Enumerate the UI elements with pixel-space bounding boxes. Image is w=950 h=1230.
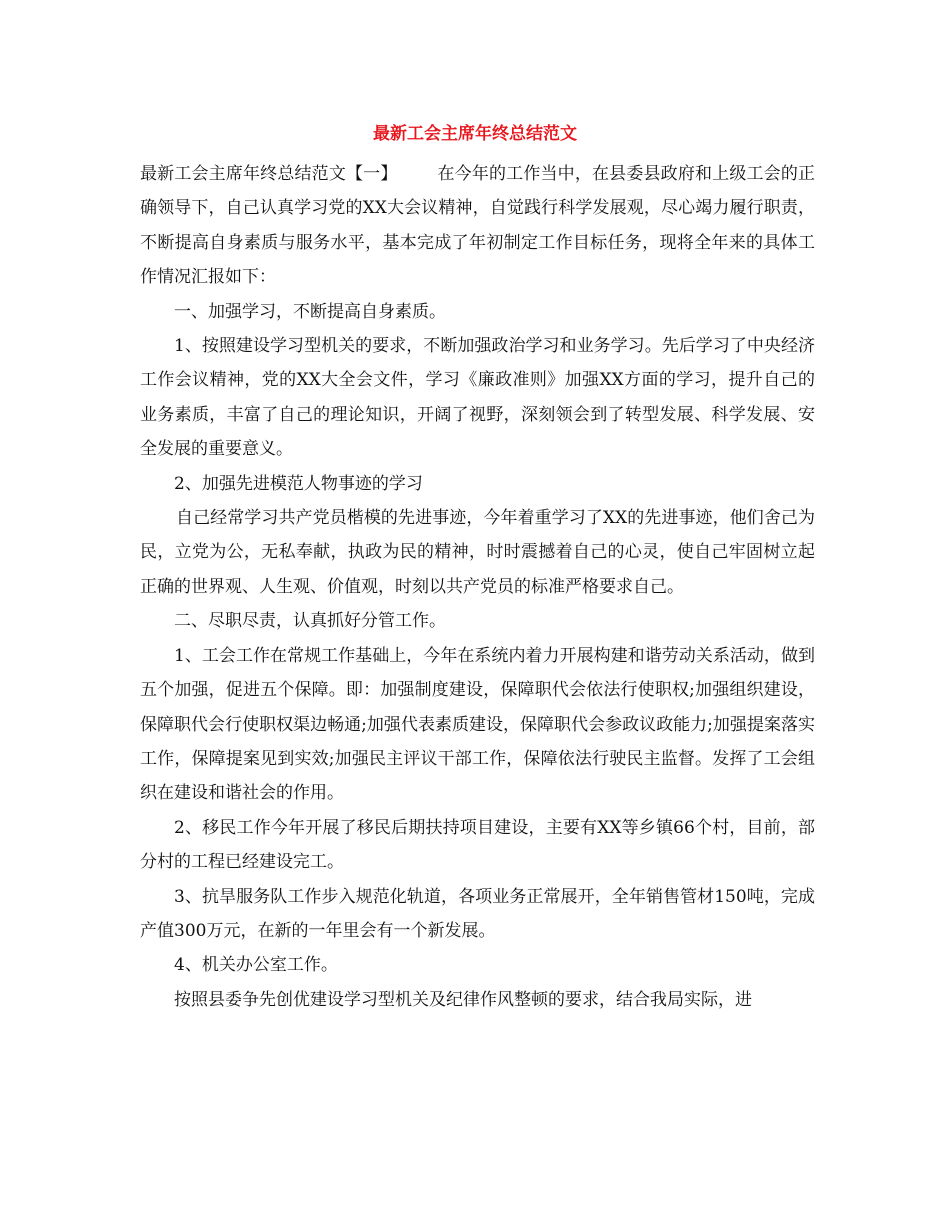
paragraph-office-heading: 4、机关办公室工作。 [174, 955, 338, 976]
paragraph-office-body: 按照县委争先创优建设学习型机关及纪律作风整顿的要求，结合我局实际，进 [174, 989, 752, 1010]
paragraph-drought-service: 3、抗旱服务队工作步入规范化轨道，各项业务正常展开，全年销售管材150吨，完成产值300万元，在新的一年里会有一个新发展。 [140, 886, 815, 941]
paragraph-study-1: 1、按照建设学习型机关的要求，不断加强政治学习和业务学习。先后学习了中央经济工作会议精神，党的XX大全会文件，学习《廉政准则》加强XX方面的学习，提升自己的业务素质，丰富了自己的理论知识，开阔了视野，深刻领会到了转型发展、科学发展、安全发展的重要意义。 [140, 336, 815, 460]
paragraph-study-2-body: 自己经常学习共产党员楷模的先进事迹，今年着重学习了XX的先进事迹，他们舍己为民，立党为公，无私奉献，执政为民的精神，时时震撼着自己的心灵，使自己牢固树立起正确的世界观、人生观、价值观，时刻以共产党员的标准严格要求自己。 [140, 508, 815, 597]
paragraph-study-2-heading: 2、加强先进模范人物事迹的学习 [174, 473, 423, 494]
section-one-heading: 一、加强学习，不断提高自身素质。 [174, 301, 446, 322]
paragraph-union-work: 1、工会工作在常规工作基础上，今年在系统内着力开展构建和谐劳动关系活动，做到五个加强，促进五个保障。即：加强制度建设，保障职代会依法行使职权;加强组织建设，保障职代会行使职权渠边畅通;加强代表素质建设，保障职代会参政议政能力;加强提案落实工作，保障提案见到实效;加强民主评议干部工作，保障依法行驶民主监督。发挥了工会组织在建设和谐社会的作用。 [140, 645, 815, 804]
document-title: 最新工会主席年终总结范文 [373, 124, 577, 144]
intro-text: 在今年的工作当中，在县委县政府和上级工会的正确领导下，自己认真学习党的XX大会议精神，自觉践行科学发展观，尽心竭力履行职责，不断提高自身素质与服务水平，基本完成了年初制定工作目标任务，现将全年来的具体工作情况汇报如下： [140, 164, 815, 288]
document-body [140, 157, 815, 1017]
paragraph-migration-work: 2、移民工作今年开展了移民后期扶持项目建设，主要有XX等乡镇66个村，目前，部分村的工程已经建设完工。 [140, 817, 815, 873]
intro-paragraph [140, 157, 815, 295]
section-heading-one: 最新工会主席年终总结范文【一】 [140, 164, 398, 184]
section-two-heading: 二、尽职尽责，认真抓好分管工作。 [174, 611, 446, 632]
